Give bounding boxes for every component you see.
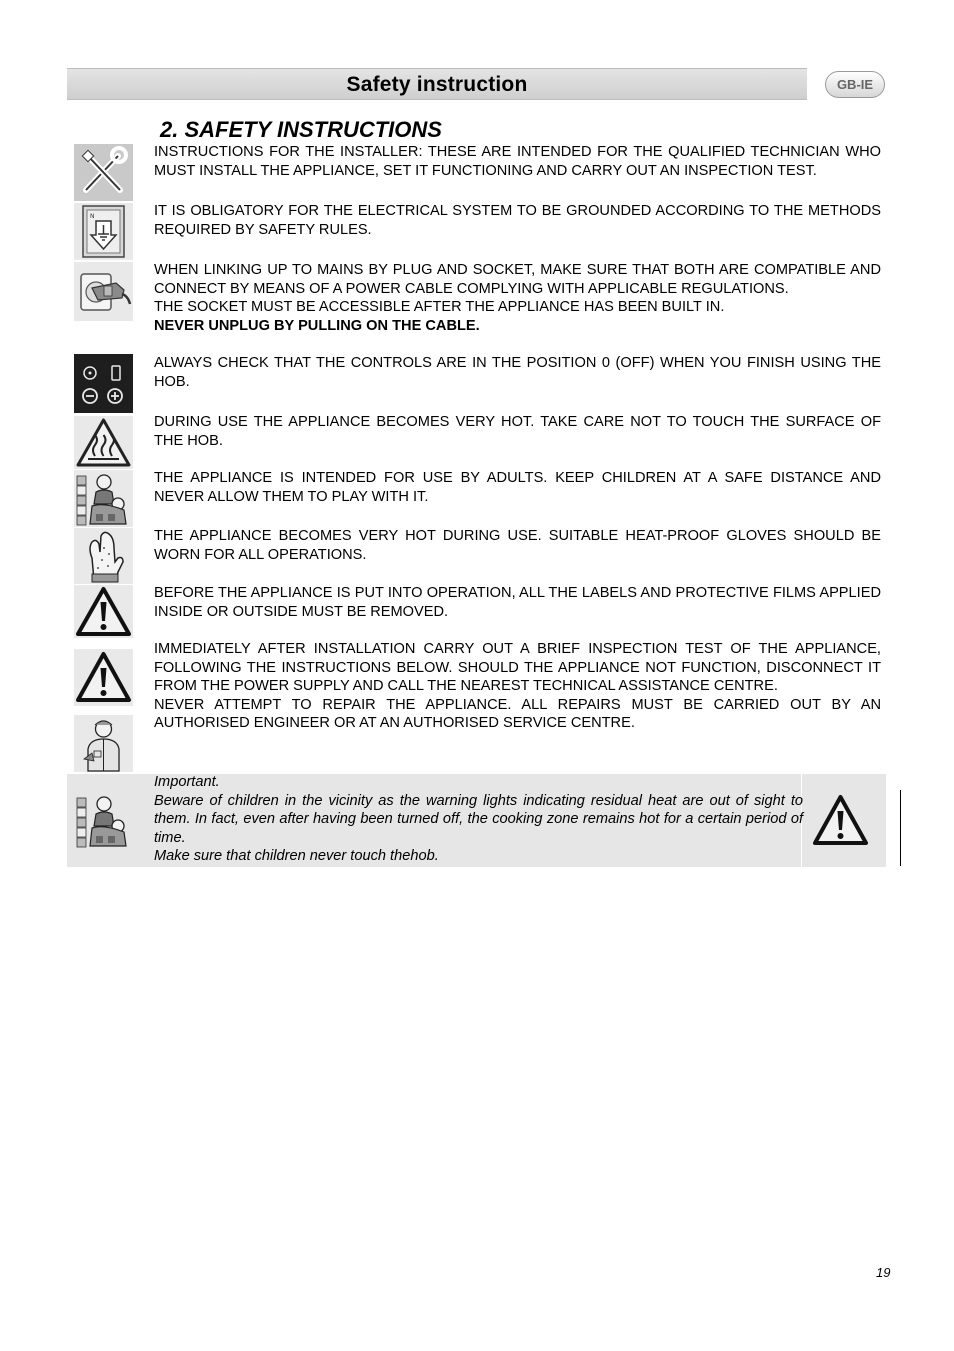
section-title: 2. SAFETY INSTRUCTIONS (160, 117, 442, 142)
technician-icon (74, 715, 133, 772)
mains-text: WHEN LINKING UP TO MAINS BY PLUG AND SOCKET, MAKE SURE THAT BOTH ARE COMPATIBLE AND CONNECT BY MEANS OF A POWER CABLE COMPLYING WITH APPLICABLE REGULATIONS. (154, 262, 881, 297)
svg-text:N: N (90, 213, 95, 220)
installer-instructions (154, 143, 881, 180)
controls-panel-icon (74, 354, 133, 413)
socket-text: THE SOCKET MUST BE ACCESSIBLE AFTER THE APPLIANCE HAS BEEN BUILT IN. (154, 299, 725, 316)
warning-icon (811, 792, 870, 849)
warning-icon (74, 585, 133, 638)
grounding-instructions (154, 202, 881, 239)
inspection-instructions (154, 640, 881, 733)
language-badge: GB-IE (825, 71, 885, 98)
tools-icon (74, 144, 133, 201)
labels-instructions (154, 584, 881, 621)
repair-text: NEVER ATTEMPT TO REPAIR THE APPLIANCE. ALL REPAIRS MUST BE CARRIED OUT BY AN AUTHORISED ENGINEER OR AT AN AUTHORISED SERVICE CENTRE. (154, 696, 881, 732)
gloves-instructions (154, 527, 881, 564)
gloves-text: THE APPLIANCE BECOMES VERY HOT DURING USE. SUITABLE HEAT-PROOF GLOVES SHOULD BE WORN FOR ALL OPERATIONS. (154, 528, 881, 563)
plug-socket-icon (74, 262, 133, 321)
oven-glove-icon (74, 528, 133, 584)
note-heading: Important. (154, 774, 220, 790)
controls-text: ALWAYS CHECK THAT THE CONTROLS ARE IN THE POSITION 0 (OFF) WHEN YOU FINISH USING THE HOB. (154, 355, 881, 390)
note-body: Beware of children in the vicinity as the warning lights indicating residual heat are out of sight to them. In fact, even after having been turned off, the cooking zone remains hot for a certain period of time. (154, 792, 803, 846)
side-rule (900, 790, 901, 866)
ground-icon (74, 203, 133, 260)
adults-text: THE APPLIANCE IS INTENDED FOR USE BY ADULTS. KEEP CHILDREN AT A SAFE DISTANCE AND NEVER ALLOW THEM TO PLAY WITH IT. (154, 470, 881, 505)
header-bar (67, 68, 807, 100)
hot-surface-icon (74, 416, 133, 469)
children-icon (74, 470, 133, 527)
children-icon (74, 792, 133, 849)
page-title: Safety instruction (346, 73, 528, 96)
hot-surface-instructions (154, 413, 881, 450)
installer-text: INSTRUCTIONS FOR THE INSTALLER: THESE ARE INTENDED FOR THE QUALIFIED TECHNICIAN WHO MUST INSTALL THE APPLIANCE, SET IT FUNCTIONING AND CARRY OUT AN INSPECTION TEST. (154, 144, 881, 179)
labels-text: BEFORE THE APPLIANCE IS PUT INTO OPERATION, ALL THE LABELS AND PROTECTIVE FILMS APPLIED INSIDE OR OUTSIDE MUST BE REMOVED. (154, 585, 881, 620)
inspection-text: IMMEDIATELY AFTER INSTALLATION CARRY OUT A BRIEF INSPECTION TEST OF THE APPLIANCE, FOLLOWING THE INSTRUCTIONS BELOW. SHOULD THE APPLIANCE NOT FUNCTION, DISCONNECT IT FROM THE POWER SUPPLY AND CALL THE NEAREST TECHNICAL ASSISTANCE CENTRE. (154, 641, 881, 695)
page-number: 19 (876, 1265, 891, 1280)
warning-icon (74, 649, 133, 706)
grounding-text: IT IS OBLIGATORY FOR THE ELECTRICAL SYSTEM TO BE GROUNDED ACCORDING TO THE METHODS REQUIRED BY SAFETY RULES. (154, 203, 881, 238)
note-footer: Make sure that children never touch thehob. (154, 848, 439, 865)
mains-instructions (154, 261, 881, 335)
important-note (154, 773, 803, 866)
adults-instructions (154, 469, 881, 506)
hot-text: DURING USE THE APPLIANCE BECOMES VERY HOT. TAKE CARE NOT TO TOUCH THE SURFACE OF THE HOB. (154, 414, 881, 449)
unplug-warning: NEVER UNPLUG BY PULLING ON THE CABLE. (154, 317, 480, 334)
controls-instructions (154, 354, 881, 391)
